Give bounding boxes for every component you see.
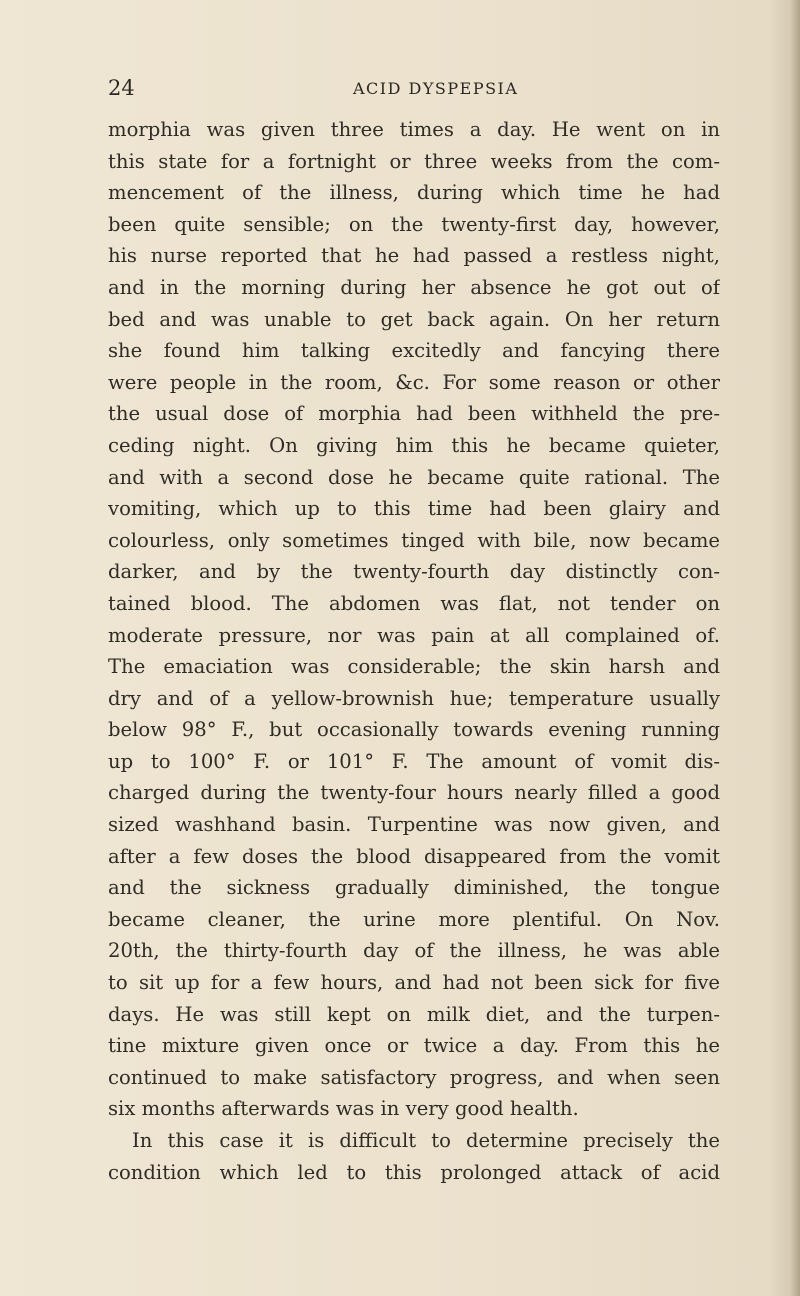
- text-line: continued to make satisfactory progress, and when seen: [108, 1065, 720, 1089]
- text-line: morphia was given three times a day. He went on in: [108, 118, 720, 141]
- text-line: ceding night. On giving him this he became quieter,: [108, 433, 720, 457]
- text-line: dry and of a yellow-brownish hue; temperature usually: [108, 686, 720, 710]
- text-line: and in the morning during her absence he got out of: [108, 275, 720, 299]
- paragraph-start-line: In this case it is difficult to determine precisely the: [132, 1129, 720, 1152]
- text-line: vomiting, which up to this time had been glairy and: [108, 497, 720, 521]
- text-line: 20th, the thirty-fourth day of the illness, he was able: [108, 939, 720, 963]
- body-text: [108, 114, 720, 1188]
- text-line: up to 100° F. or 101° F. The amount of vomit dis-: [108, 749, 720, 773]
- page-header: [108, 76, 708, 106]
- text-line: days. He was still kept on milk diet, and the turpen-: [108, 1002, 720, 1026]
- text-line: became cleaner, the urine more plentiful. On Nov.: [108, 907, 720, 931]
- text-line: tained blood. The abdomen was flat, not tender on: [108, 591, 720, 615]
- text-line: to sit up for a few hours, and had not been sick for five: [108, 971, 720, 995]
- text-line: bed and was unable to get back again. On her return: [108, 307, 720, 331]
- text-line: The emaciation was considerable; the skin harsh and: [108, 655, 720, 679]
- text-line: she found him talking excitedly and fancying there: [108, 339, 720, 363]
- text-line: after a few doses the blood disappeared from the vomit: [108, 844, 720, 868]
- text-line: colourless, only sometimes tinged with bile, now became: [108, 528, 720, 552]
- text-line: below 98° F., but occasionally towards evening running: [108, 718, 720, 742]
- text-line: mencement of the illness, during which time he had: [108, 181, 720, 205]
- text-line: tine mixture given once or twice a day. From this he: [108, 1034, 720, 1058]
- text-line: charged during the twenty-four hours nearly filled a good: [108, 781, 720, 805]
- text-line: darker, and by the twenty-fourth day distinctly con-: [108, 560, 720, 584]
- running-head: ACID DYSPEPSIA: [353, 79, 519, 98]
- text-line: and the sickness gradually diminished, the tongue: [108, 876, 720, 900]
- text-line: the usual dose of morphia had been withheld the pre-: [108, 402, 720, 426]
- text-line: moderate pressure, nor was pain at all complained of.: [108, 623, 720, 647]
- text-line: this state for a fortnight or three weeks from the com-: [108, 149, 720, 173]
- text-line: been quite sensible; on the twenty-first day, however,: [108, 212, 720, 236]
- paragraph-end-line: six months afterwards was in very good health.: [108, 1097, 579, 1121]
- text-line: sized washhand basin. Turpentine was now given, and: [108, 813, 720, 837]
- page-edge-shadow: [790, 0, 800, 1296]
- text-line: and with a second dose he became quite rational. The: [108, 465, 720, 489]
- text-line: his nurse reported that he had passed a restless night,: [108, 244, 720, 268]
- text-line: were people in the room, &c. For some reason or other: [108, 370, 720, 394]
- page-number: 24: [108, 76, 135, 100]
- text-line: condition which led to this prolonged attack of acid: [108, 1160, 720, 1184]
